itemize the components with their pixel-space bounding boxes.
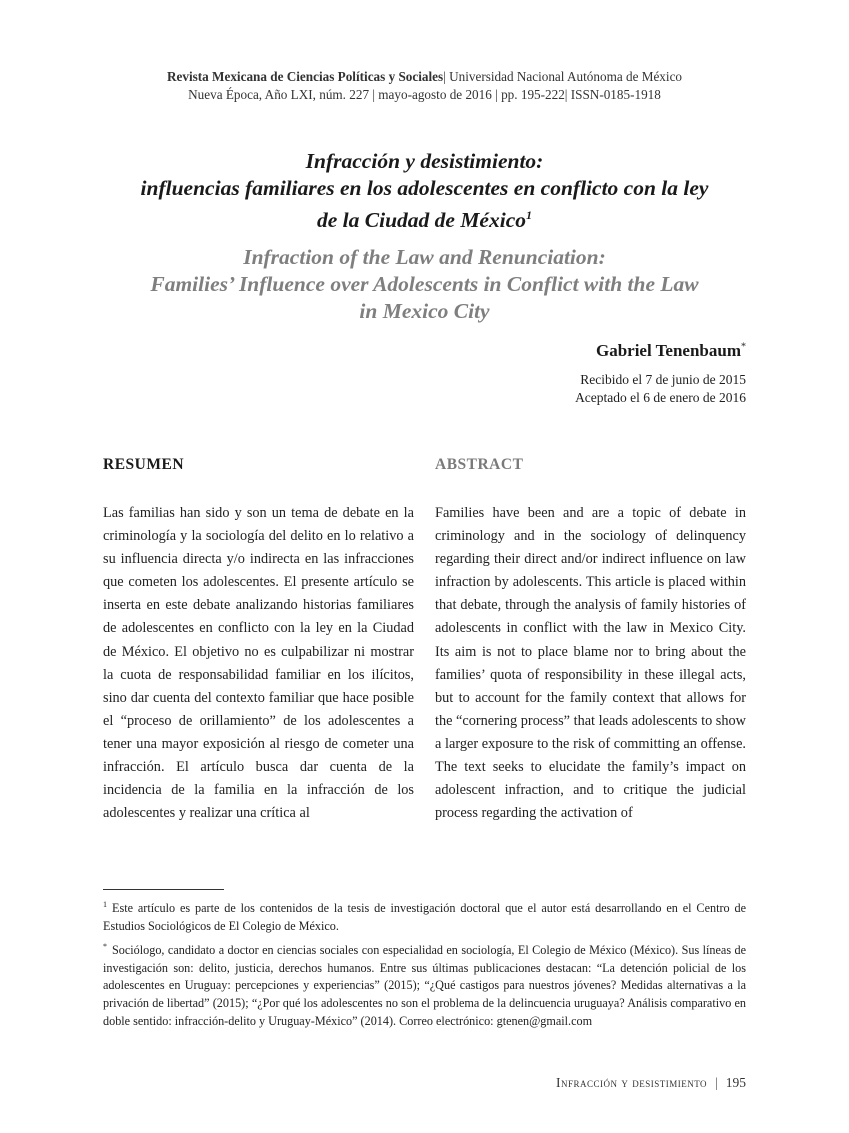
journal-header <box>0 68 849 104</box>
title-es-line-3-text: de la Ciudad de México <box>316 208 526 233</box>
submission-dates <box>575 371 746 407</box>
journal-institution: | Universidad Nacional Autónoma de México <box>443 69 683 84</box>
abstract-heading: ABSTRACT <box>435 456 524 473</box>
article-title-english <box>60 244 789 325</box>
footnote-author-text: Sociólogo, candidato a doctor en ciencias sociales con especialidad en sociología, El Colegio de México (México). Sus líneas de investigación son: delito, justicia, derechos humanos. Entre sus últimas publicaciones destacan: “La detención policial de los adolescentes en Uruguay: percepciones y experiencias” (2015); “¿Qué castigos para nuestros jóvenes? Medidas alternativas a la privación de libertad” (2015); “¿Por qué los adolescentes no son el problema de la delincuencia uruguaya? Análisis comparativo en doble sentido: infracción-delito y Uruguay-México” (2014). Correo electrónico: gtenen@gmail.com <box>103 942 746 1028</box>
title-es-line-1: Infracción y desistimiento: <box>305 149 544 173</box>
footnote-1 <box>103 896 746 936</box>
footnote-divider <box>103 889 224 890</box>
title-es-line-2: influencias familiares en los adolescentes en conflicto con la ley <box>140 176 709 200</box>
journal-name: Revista Mexicana de Ciencias Políticas y Sociales <box>166 69 444 84</box>
title-en-line-3: in Mexico City <box>359 299 490 323</box>
title-footnote-mark[interactable]: 1 <box>526 208 532 222</box>
page-number: 195 <box>725 1075 746 1090</box>
footnotes <box>103 896 746 1033</box>
title-en-line-2: Families’ Influence over Adolescents in Conflict with the Law <box>150 272 699 296</box>
author-footnote-mark[interactable]: * <box>741 341 746 353</box>
received-date: Recibido el 7 de junio de 2015 <box>580 372 746 387</box>
running-footer <box>556 1075 746 1091</box>
title-en-line-1: Infraction of the Law and Renunciation: <box>243 245 606 269</box>
resumen-body: Las familias han sido y son un tema de debate en la criminología y la sociología del delito en lo relativo a su influencia directa y/o indirecta en las infracciones que cometen los adolescentes. El presente artículo se inserta en este debate analizando historias familiares de adolescentes en conflicto con la ley en la Ciudad de México. El objetivo no es culpabilizar ni mostrar la cuota de responsabilidad familiar en los ilícitos, sino dar cuenta del contexto familiar que hace posible el “proceso de orillamiento” de los adolescentes a tener una mayor exposición al riesgo de cometer una infracción. El artículo busca dar cuenta de la incidencia de la familia en la infracción de los adolescentes y realizar una crítica al <box>103 505 414 822</box>
running-title: Infracción y desistimiento <box>555 1075 708 1090</box>
abstract-body: Families have been and are a topic of debate in criminology and in the sociology of delinquency regarding their direct and/or indirect influence on law infraction by adolescents. This article is placed within that debate, through the analysis of family histories of adolescents in conflict with the law in Mexico City. Its aim is not to place blame nor to bring about the families’ quota of responsibility in these illegal acts, but to account for the family context that allows for the “cornering process” that leads adolescents to show a larger exposure to the risk of committing an offense. The text seeks to elucidate the family’s impact on adolescent infraction, and to critique the judicial process regarding the activation of <box>435 505 746 822</box>
footnote-1-mark: 1 <box>103 900 107 909</box>
title-es-line-3 <box>60 202 789 234</box>
footer-separator: | <box>715 1075 718 1090</box>
accepted-date: Aceptado el 6 de enero de 2016 <box>575 390 746 405</box>
resumen-heading: RESUMEN <box>103 456 185 473</box>
author-byline <box>596 341 746 361</box>
footnote-author-mark: * <box>103 941 107 951</box>
footnote-author <box>103 938 746 1031</box>
article-title-spanish <box>60 148 789 234</box>
author-name: Gabriel Tenenbaum <box>595 341 741 360</box>
journal-issue-info: Nueva Época, Año LXI, núm. 227 | mayo-agosto de 2016 | pp. 195-222| ISSN-0185-1918 <box>188 87 661 102</box>
footnote-1-text: Este artículo es parte de los contenidos de la tesis de investigación doctoral que el autor está desarrollando en el Centro de Estudios Sociológicos de El Colegio de México. <box>103 901 746 933</box>
journal-header-line-1 <box>0 68 849 86</box>
